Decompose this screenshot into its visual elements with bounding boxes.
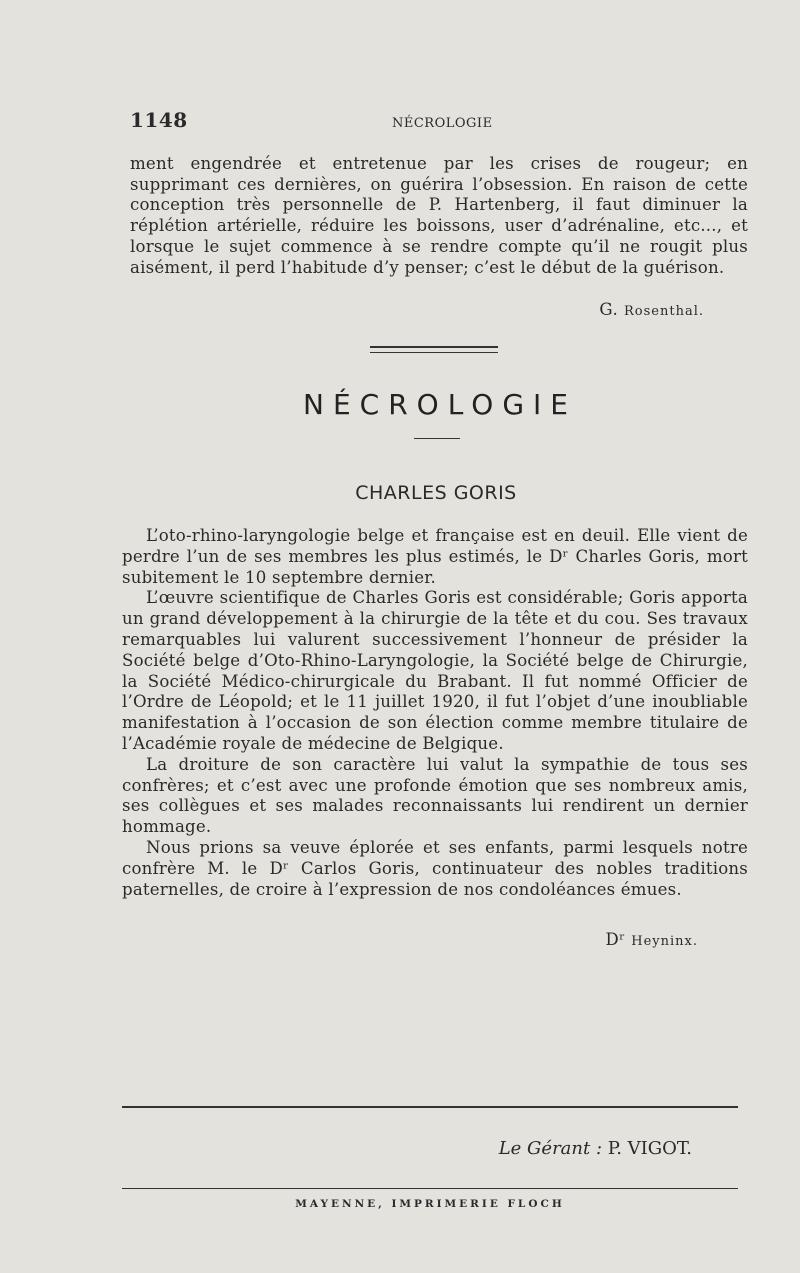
previous-article-signature <box>599 300 704 319</box>
paragraph: L’oto-rhino-laryngologie belge et française est en deuil. Elle vient de perdre l’un de ses membres les plus estimés, le Dʳ Charles Goris, mort subitement le 10 septembre dernier. <box>122 526 748 587</box>
printer-imprint: MAYENNE, IMPRIMERIE FLOCH <box>295 1198 565 1210</box>
section-title: NÉCROLOGIE <box>303 388 577 421</box>
signature-name: Rosenthal. <box>624 304 704 319</box>
running-title: NÉCROLOGIE <box>392 116 493 131</box>
gerant-name: P. VIGOT. <box>602 1138 692 1159</box>
gerant-line <box>499 1138 692 1159</box>
signature-title: Dʳ <box>605 930 632 949</box>
paragraph: Nous prions sa veuve éplorée et ses enfants, parmi lesquels notre confrère M. le Dʳ Carlos Goris, continuateur des nobles traditions paternelles, de croire à l’expression de nos condoléances émues. <box>122 837 748 899</box>
obituary-signature <box>606 930 698 949</box>
title-underline <box>414 438 460 439</box>
section-divider <box>370 346 498 353</box>
signature-name: Heyninx. <box>631 934 698 949</box>
page-number: 1148 <box>130 108 188 132</box>
obituary-body <box>122 526 748 900</box>
obituary-subject: CHARLES GORIS <box>355 482 517 504</box>
gerant-label: Le Gérant : <box>498 1138 603 1159</box>
paragraph: L’œuvre scientifique de Charles Goris est considérable; Goris apporta un grand développement à la chirurgie de la tête et du cou. Ses travaux remarquables lui valurent successivement l’honneur de présider la Société belge d’Oto-Rhino-Laryngologie, la Société belge de Chirurgie, la Société Médico-chirurgicale du Brabant. Il fut nommé Officier de l’Ordre de Léopold; et le 11 juillet 1920, il fut l’objet d’une inoubliable manifestation à l’occasion de son élection comme membre titulaire de l’Académie royale de médecine de Belgique. <box>122 588 748 753</box>
signature-initial: G. <box>599 300 624 319</box>
paragraph: La droiture de son caractère lui valut la sympathie de tous ses confrères; et c’est avec une profonde émotion que ses nombreux amis, ses collègues et ses malades reconnaissants lui rendirent un dernier hommage. <box>122 754 748 837</box>
previous-article-ending: ment engendrée et entretenue par les crises de rougeur; en supprimant ces dernières, on guérira l’obsession. En raison de cette conception très personnelle de P. Hartenberg, il faut diminuer la réplétion artérielle, réduire les boissons, user d’adrénaline, etc..., et lorsque le sujet commence à se rendre compte qu’il ne rougit plus aisément, il perd l’habitude d’y penser; c’est le début de la guérison. <box>130 154 748 277</box>
printer-divider <box>122 1188 738 1189</box>
footer-divider <box>122 1106 738 1108</box>
